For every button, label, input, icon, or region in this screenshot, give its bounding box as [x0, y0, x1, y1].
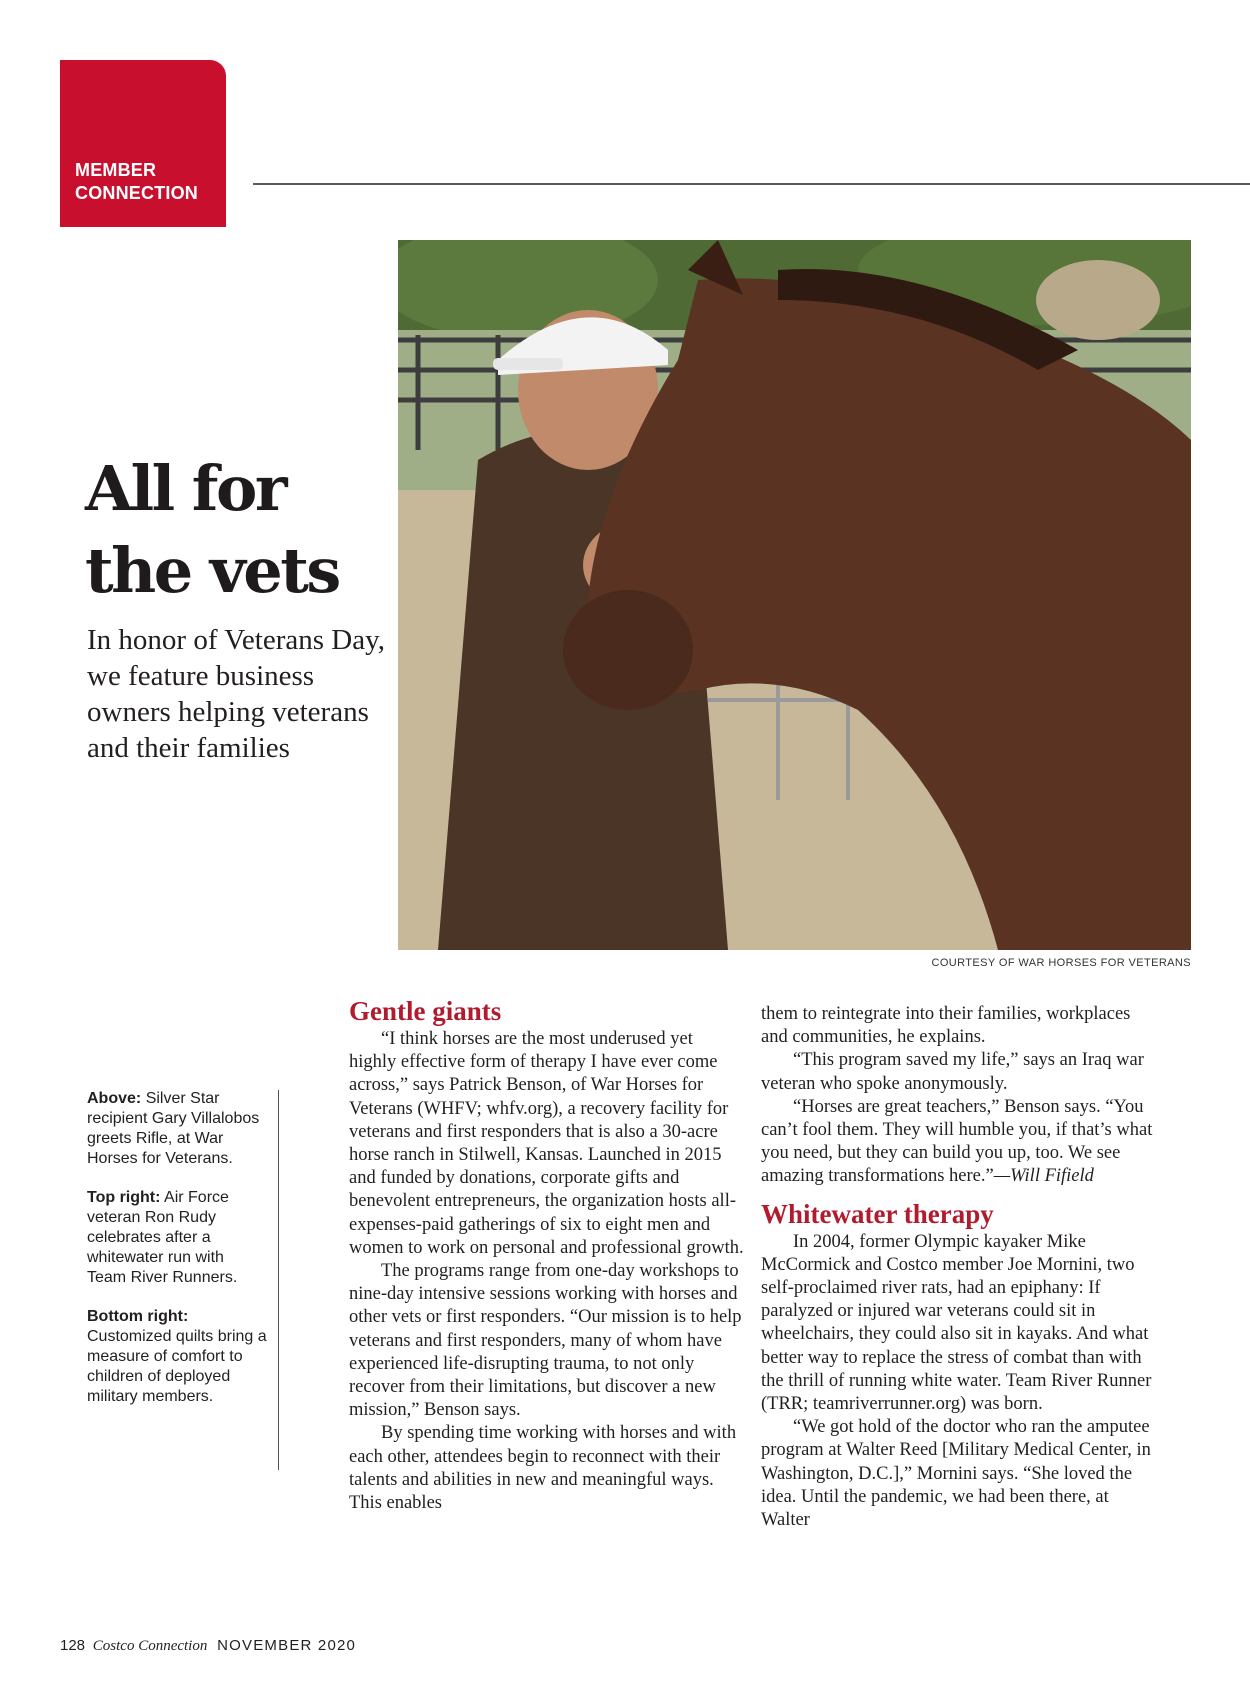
- caption-label: Bottom right:: [87, 1308, 189, 1325]
- caption-top-right: [87, 1188, 267, 1288]
- deck: In honor of Veterans Day, we feature business owners helping veterans and their families: [87, 624, 385, 764]
- caption-text: Customized quilts bring a measure of comfort to children of deployed military members.: [87, 1328, 267, 1405]
- headline: [85, 448, 405, 612]
- section-label-line2: CONNECTION: [75, 183, 198, 203]
- article-column-1: [349, 996, 744, 1515]
- caption-label: Top right:: [87, 1189, 161, 1206]
- section-heading-gentle-giants: Gentle giants: [349, 996, 502, 1026]
- caption-divider: [278, 1090, 279, 1470]
- feature-photo: [398, 240, 1191, 950]
- paragraph: “We got hold of the doctor who ran the amputee program at Walter Reed [Military Medical Center, in Washington, D.C.],” Mornini says. “She loved the idea. Until the pandemic, we had been there, at Walter: [761, 1417, 1151, 1531]
- paragraph: [761, 1096, 1156, 1189]
- article-column-2: [761, 1003, 1156, 1532]
- caption-bottom-right: [87, 1307, 267, 1407]
- headline-line1: All for: [85, 452, 285, 525]
- header-rule: [253, 183, 1250, 185]
- section-heading-whitewater-therapy: Whitewater therapy: [761, 1198, 994, 1229]
- photo-captions: [87, 1089, 267, 1426]
- page-folio: [60, 1637, 356, 1655]
- photo-credit: COURTESY OF WAR HORSES FOR VETERANS: [931, 957, 1191, 969]
- publication-name: Costco Connection: [92, 1638, 208, 1654]
- issue-date: NOVEMBER 2020: [217, 1637, 357, 1654]
- caption-text: Silver Star recipient Gary Villalobos greets Rifle, at War Horses for Veterans.: [87, 1090, 260, 1167]
- headline-line2: the vets: [85, 534, 339, 607]
- page-number: 128: [60, 1637, 86, 1654]
- paragraph: By spending time working with horses and with each other, attendees begin to reconnect with their talents and abilities in new and meaningful ways. This enables: [349, 1423, 737, 1514]
- paragraph-text: “Horses are great teachers,” Benson says. “You can’t fool them. They will humble you, if that’s what you need, but they can build you up, too. We see amazing transformations here.”: [761, 1096, 1153, 1187]
- section-label-line1: MEMBER: [75, 160, 157, 180]
- paragraph: them to reintegrate into their families, workplaces and communities, he explains.: [761, 1004, 1131, 1048]
- caption-above: [87, 1089, 267, 1169]
- paragraph: “This program saved my life,” says an Iraq war veteran who spoke anonymously.: [761, 1050, 1144, 1094]
- section-tab: [60, 60, 226, 227]
- paragraph: The programs range from one-day workshops to nine-day intensive sessions working with horses and other vets or first responders. “Our mission is to help veterans and first responders, many of whom have experienced life-disrupting trauma, to not only recover from their limitations, but discover a new mission,” Benson says.: [349, 1261, 742, 1421]
- paragraph: “I think horses are the most underused yet highly effective form of therapy I have ever come across,” says Patrick Benson, of War Horses for Veterans (WHFV; whfv.org), a recovery facility for veterans and first responders that is also a 30-acre horse ranch in Stilwell, Kansas. Launched in 2015 and funded by donations, corporate gifts and benevolent entrepreneurs, the organization hosts all-expenses-paid gatherings of six to eight men and women to work on personal and professional growth.: [349, 1029, 744, 1258]
- author-signature: —Will Fifield: [993, 1166, 1094, 1187]
- caption-text: Air Force veteran Ron Rudy celebrates after a whitewater run with Team River Runners.: [87, 1189, 238, 1286]
- caption-label: Above:: [87, 1090, 142, 1107]
- paragraph: In 2004, former Olympic kayaker Mike McCormick and Costco member Joe Mornini, two self-proclaimed river rats, had an epiphany: If paralyzed or injured war veterans could sit in wheelchairs, they could also sit in kayaks. And what better way to replace the stress of combat than with the thrill of running white water. Team River Runner (TRR; teamriverrunner.org) was born.: [761, 1231, 1152, 1415]
